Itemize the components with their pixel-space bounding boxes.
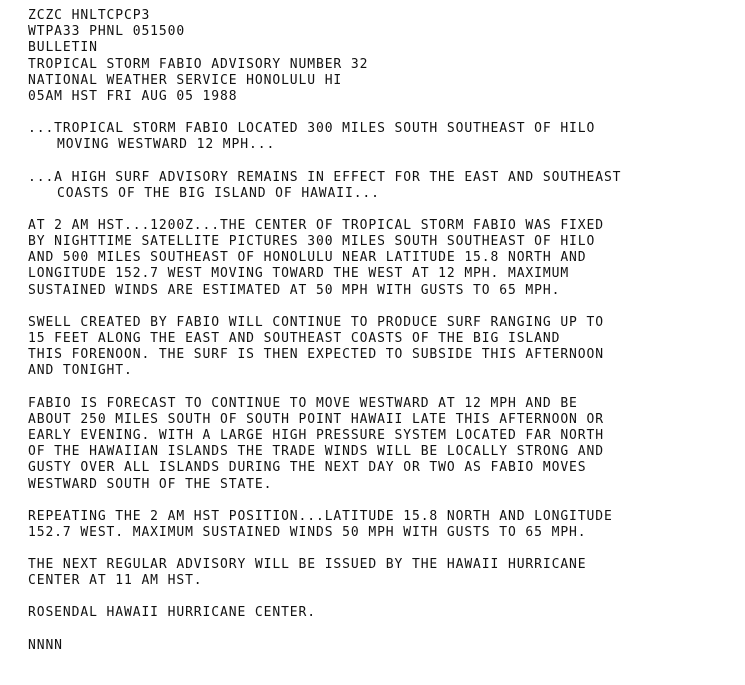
text-line: 152.7 WEST. MAXIMUM SUSTAINED WINDS 50 MPH WITH GUSTS TO 65 MPH. xyxy=(28,524,587,540)
headline-surf-advisory xyxy=(28,170,728,202)
text-line: AND 500 MILES SOUTHEAST OF HONOLULU NEAR LATITUDE 15.8 NORTH AND xyxy=(28,250,587,266)
advisory-document xyxy=(28,8,728,654)
text-line: BY NIGHTTIME SATELLITE PICTURES 300 MILES SOUTH SOUTHEAST OF HILO xyxy=(28,234,596,250)
headline-storm-location xyxy=(28,121,728,153)
text-line: 15 FEET ALONG THE EAST AND SOUTHEAST COASTS OF THE BIG ISLAND xyxy=(28,331,561,346)
text-line: AND TONIGHT. xyxy=(28,363,133,379)
text-line: REPEATING THE 2 AM HST POSITION...LATITUDE 15.8 NORTH AND LONGITUDE xyxy=(28,508,613,524)
paragraph-next-advisory xyxy=(28,557,728,589)
text-line: AT 2 AM HST...1200Z...THE CENTER OF TROPICAL STORM FABIO WAS FIXED xyxy=(28,217,604,233)
headline-line: COASTS OF THE BIG ISLAND OF HAWAII... xyxy=(57,185,380,201)
text-line: WESTWARD SOUTH OF THE STATE. xyxy=(28,476,273,492)
issue-time: 05AM HST FRI AUG 05 1988 xyxy=(28,88,238,104)
bulletin-header xyxy=(28,8,728,105)
text-line: ROSENDAL HAWAII HURRICANE CENTER. xyxy=(28,605,316,621)
paragraph-forecast xyxy=(28,396,728,493)
text-line: NNNN xyxy=(28,637,63,653)
text-line: OF THE HAWAIIAN ISLANDS THE TRADE WINDS WILL BE LOCALLY STRONG AND xyxy=(28,444,604,460)
forecaster-signature xyxy=(28,605,728,621)
text-line: THE NEXT REGULAR ADVISORY WILL BE ISSUED BY THE HAWAII HURRICANE xyxy=(28,557,587,573)
headline-line: MOVING WESTWARD 12 MPH... xyxy=(57,137,276,153)
paragraph-repeat-position xyxy=(28,509,728,541)
text-line: LONGITUDE 152.7 WEST MOVING TOWARD THE WEST AT 12 MPH. MAXIMUM xyxy=(28,266,570,282)
text-line: FABIO IS FORECAST TO CONTINUE TO MOVE WESTWARD AT 12 MPH AND BE xyxy=(28,395,578,411)
end-of-message xyxy=(28,638,728,654)
header-line: WTPA33 PHNL 051500 xyxy=(28,24,186,40)
text-line: SWELL CREATED BY FABIO WILL CONTINUE TO PRODUCE SURF RANGING UP TO xyxy=(28,314,604,330)
paragraph-swell xyxy=(28,315,728,380)
issuing-office: NATIONAL WEATHER SERVICE HONOLULU HI xyxy=(28,72,343,88)
header-line: ZCZC HNLTCPCP3 xyxy=(28,8,151,23)
text-line: EARLY EVENING. WITH A LARGE HIGH PRESSURE SYSTEM LOCATED FAR NORTH xyxy=(28,427,604,443)
headline-line: ...A HIGH SURF ADVISORY REMAINS IN EFFECT FOR THE EAST AND SOUTHEAST xyxy=(28,169,622,185)
text-line: CENTER AT 11 AM HST. xyxy=(28,573,203,589)
text-line: GUSTY OVER ALL ISLANDS DURING THE NEXT DAY OR TWO AS FABIO MOVES xyxy=(28,460,587,476)
text-line: SUSTAINED WINDS ARE ESTIMATED AT 50 MPH WITH GUSTS TO 65 MPH. xyxy=(28,282,561,298)
advisory-title: TROPICAL STORM FABIO ADVISORY NUMBER 32 xyxy=(28,56,369,72)
header-line: BULLETIN xyxy=(28,40,98,56)
text-line: ABOUT 250 MILES SOUTH OF SOUTH POINT HAWAII LATE THIS AFTERNOON OR xyxy=(28,411,604,427)
text-line: THIS FORENOON. THE SURF IS THEN EXPECTED TO SUBSIDE THIS AFTERNOON xyxy=(28,347,604,363)
paragraph-position xyxy=(28,218,728,299)
headline-line: ...TROPICAL STORM FABIO LOCATED 300 MILES SOUTH SOUTHEAST OF HILO xyxy=(28,121,596,137)
